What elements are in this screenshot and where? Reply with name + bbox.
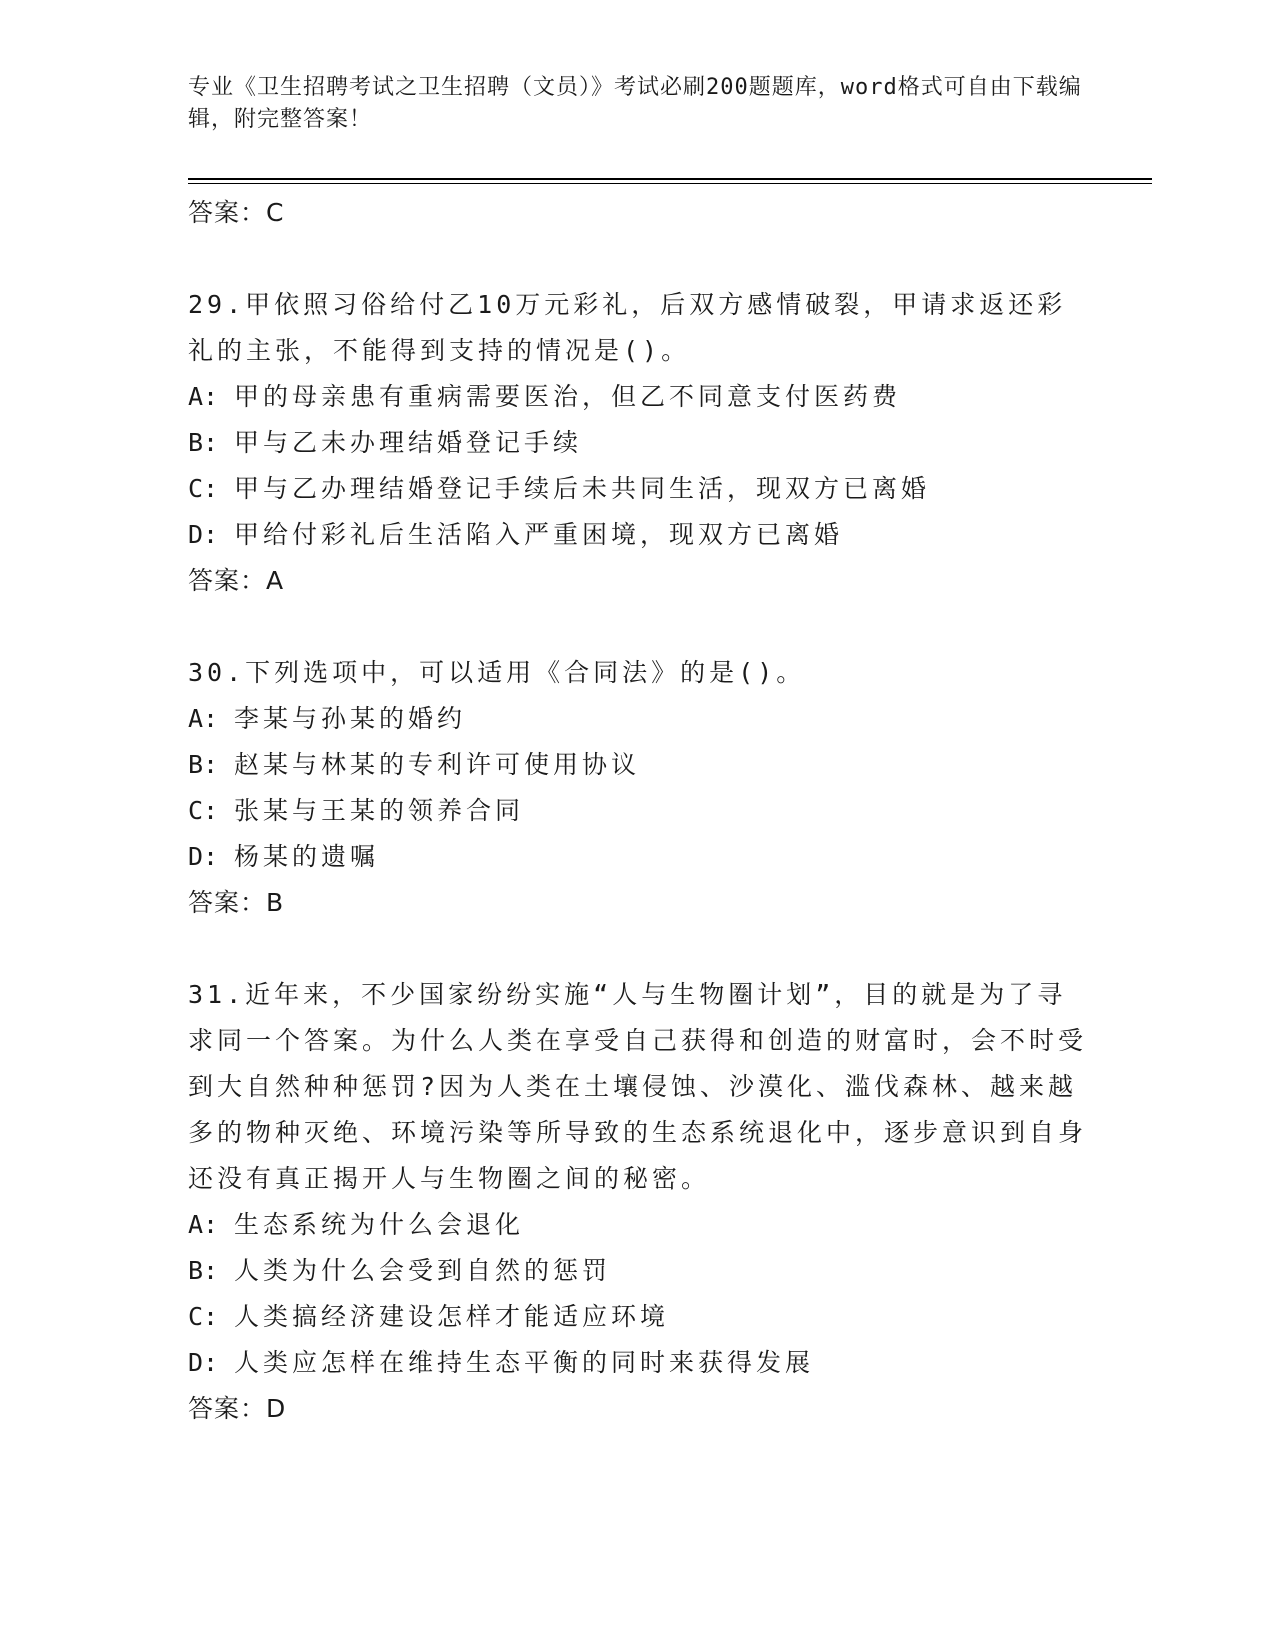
option-b: B: 甲与乙未办理结婚登记手续 — [188, 428, 583, 457]
option-a: A: 生态系统为什么会退化 — [188, 1210, 525, 1239]
option-d: D: 甲给付彩礼后生活陷入严重困境，现双方已离婚 — [188, 520, 844, 549]
question-stem: 30.下列选项中，可以适用《合同法》的是()。 — [188, 658, 806, 687]
header-divider — [188, 178, 1152, 180]
question-stem: 29.甲依照习俗给付乙10万元彩礼，后双方感情破裂，甲请求返还彩礼的主张，不能得到支持的情况是()。 — [188, 290, 1067, 365]
option-d: D: 人类应怎样在维持生态平衡的同时来获得发展 — [188, 1348, 815, 1377]
question-stem: 31.近年来，不少国家纷纷实施“人与生物圈计划”，目的就是为了寻求同一个答案。为什么人类在享受自己获得和创造的财富时，会不时受到大自然种种惩罚?因为人类在土壤侵蚀、沙漠化、滥伐森林、越来越多的物种灭绝、环境污染等所导致的生态系统退化中，逐步意识到自身还没有真正揭开人与生物圈之间的秘密。 — [188, 980, 1088, 1193]
header-divider-thin — [188, 183, 1152, 184]
option-a: A: 李某与孙某的婚约 — [188, 704, 467, 733]
option-b: B: 人类为什么会受到自然的惩罚 — [188, 1256, 612, 1285]
option-b: B: 赵某与林某的专利许可使用协议 — [188, 750, 641, 779]
answer-line: 答案：A — [188, 566, 285, 595]
option-a: A: 甲的母亲患有重病需要医治，但乙不同意支付医药费 — [188, 382, 902, 411]
question-block — [188, 972, 1088, 1432]
option-c: C: 张某与王某的领养合同 — [188, 796, 525, 825]
question-block — [188, 282, 1088, 604]
option-c: C: 甲与乙办理结婚登记手续后未共同生活，现双方已离婚 — [188, 474, 931, 503]
answer-line: 答案：B — [188, 888, 285, 917]
option-d: D: 杨某的遗嘱 — [188, 842, 380, 871]
answer-line: 答案：D — [188, 1394, 287, 1423]
option-c: C: 人类搞经济建设怎样才能适应环境 — [188, 1302, 670, 1331]
question-list — [188, 190, 1088, 1432]
answer-line: 答案：C — [188, 198, 285, 227]
document-header: 专业《卫生招聘考试之卫生招聘（文员）》考试必刷200题题库，word格式可自由下载编辑，附完整答案！ — [188, 75, 1082, 132]
question-block — [188, 650, 1088, 926]
